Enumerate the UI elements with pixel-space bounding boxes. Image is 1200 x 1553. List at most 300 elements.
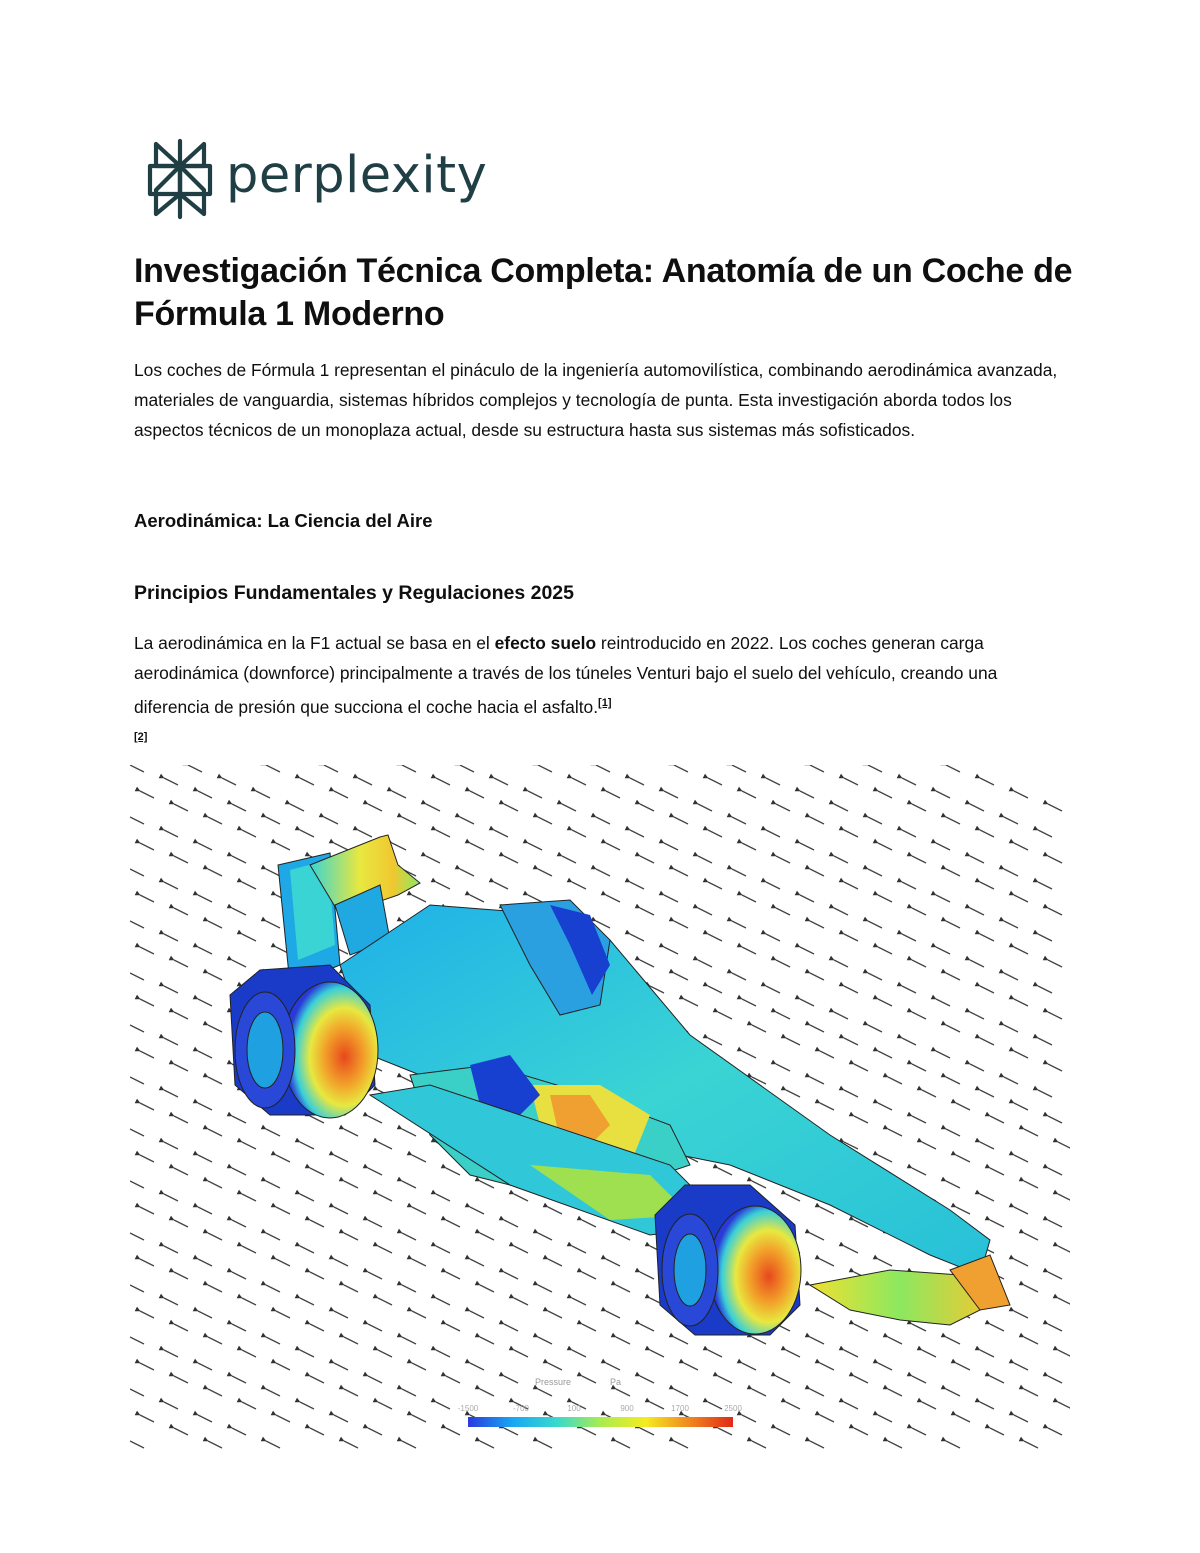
flow-arrow [990,1428,1004,1435]
flow-arrow [1014,1051,1028,1058]
legend-label: Pressure [535,1377,572,1387]
flow-arrow [786,1350,800,1357]
flow-arrow [198,1363,212,1370]
flow-arrow [344,1441,358,1448]
flow-arrow [266,1389,280,1396]
flow-arrow [1038,1090,1052,1097]
flow-arrow [242,1194,256,1201]
flow-arrow [766,986,780,993]
flow-arrow [140,1415,154,1422]
flow-arrow [276,1259,290,1266]
flow-arrow [242,830,256,837]
flow-arrow [878,947,892,954]
flow-arrow [130,765,144,772]
flow-arrow [266,869,280,876]
flow-arrow [140,1103,154,1110]
flow-arrow [164,934,178,941]
flow-arrow [664,791,678,798]
flow-arrow [198,1103,212,1110]
flow-arrow [742,843,756,850]
flow-arrow [412,1155,426,1162]
flow-arrow [664,895,678,902]
flow-arrow [514,1298,528,1305]
flow-arrow [310,1376,324,1383]
flow-arrow [776,1376,790,1383]
flow-arrow [708,830,722,837]
flow-arrow [300,1194,314,1201]
flow-arrow [956,1207,970,1214]
flow-arrow [130,1129,144,1136]
flow-arrow [174,1220,188,1227]
flow-arrow [368,804,382,811]
flow-arrow [990,1376,1004,1383]
flow-arrow [276,1311,290,1318]
flow-arrow [198,1311,212,1318]
flow-arrow [1024,1389,1038,1396]
flow-arrow [752,1181,766,1188]
flow-arrow [980,778,994,785]
flow-arrow [232,1272,246,1279]
flow-arrow [936,1051,950,1058]
flow-arrow [1058,1402,1070,1409]
flow-arrow [358,830,372,837]
flow-arrow [436,778,450,785]
flow-arrow [752,1389,766,1396]
flow-arrow [640,1428,654,1435]
flow-arrow [708,882,722,889]
flow-arrow [1048,1116,1062,1123]
flow-arrow [1024,1441,1038,1448]
flow-arrow [980,830,994,837]
flow-arrow [616,1233,630,1240]
flow-arrow [470,1311,484,1318]
flow-arrow [1004,973,1018,980]
flow-arrow [446,1428,460,1435]
flow-arrow [1024,1337,1038,1344]
flow-arrow [198,947,212,954]
flow-arrow [698,960,712,967]
flow-arrow [494,778,508,785]
flow-arrow [868,1025,882,1032]
flow-arrow [538,1285,552,1292]
flow-arrow [276,1415,290,1422]
flow-arrow [990,1220,1004,1227]
flow-arrow [140,1259,154,1266]
flow-arrow [878,1103,892,1110]
flow-arrow [640,908,654,915]
flow-arrow [378,1142,392,1149]
flow-arrow [582,1376,596,1383]
flow-arrow [810,1389,824,1396]
cfd-pressure-figure [130,765,1070,1455]
flow-arrow [1048,960,1062,967]
flow-arrow [470,895,484,902]
flow-arrow [538,1389,552,1396]
flow-arrow [1024,1181,1038,1188]
flow-arrow [834,856,848,863]
flow-arrow [538,817,552,824]
flow-arrow [198,999,212,1006]
flow-arrow [504,1324,518,1331]
flow-arrow [334,843,348,850]
flow-arrow [776,1428,790,1435]
legend-unit: Pa [610,1377,622,1387]
flow-arrow [470,1259,484,1266]
flow-arrow [980,1038,994,1045]
pressure-legend [458,1377,743,1427]
flow-arrow [470,791,484,798]
flow-arrow [664,947,678,954]
flow-arrow [368,1168,382,1175]
flow-arrow [936,895,950,902]
flow-arrow [276,1363,290,1370]
flow-arrow [732,921,746,928]
flow-arrow [1004,869,1018,876]
flow-arrow [752,1337,766,1344]
flow-arrow [1058,1194,1070,1201]
flow-arrow [242,1298,256,1305]
flow-arrow [708,986,722,993]
flow-arrow [888,1389,902,1396]
flow-arrow [548,1311,562,1318]
flow-arrow [1004,921,1018,928]
flow-arrow [990,1168,1004,1175]
flow-arrow [980,1350,994,1357]
flow-arrow [174,1168,188,1175]
flow-arrow [174,908,188,915]
flow-arrow [232,1428,246,1435]
flow-arrow [810,1441,824,1448]
flow-arrow [242,1350,256,1357]
flow-arrow [936,999,950,1006]
flow-arrow [742,1051,756,1058]
flow-arrow [310,1272,324,1279]
flow-arrow [912,804,926,811]
flow-arrow [698,804,712,811]
flow-arrow [344,1389,358,1396]
flow-arrow [412,1363,426,1370]
flow-arrow [990,1324,1004,1331]
flow-arrow [208,817,222,824]
flow-arrow [446,1324,460,1331]
flow-arrow [810,869,824,876]
flow-arrow [742,947,756,954]
flow-arrow [480,1337,494,1344]
flow-arrow [480,1389,494,1396]
flow-arrow [232,1116,246,1123]
flow-arrow [956,1415,970,1422]
flow-arrow [946,1077,960,1084]
flow-arrow [368,1428,382,1435]
flow-arrow [266,765,280,772]
flow-arrow [718,1428,732,1435]
flow-arrow [140,947,154,954]
flow-arrow [538,1233,552,1240]
flow-arrow [980,1402,994,1409]
flow-arrow [266,1233,280,1240]
flow-arrow [902,986,916,993]
flow-arrow [460,765,474,772]
flow-arrow [378,1194,392,1201]
flow-arrow [596,765,610,772]
flow-arrow [334,791,348,798]
flow-arrow [582,1428,596,1435]
flow-arrow [436,882,450,889]
flow-arrow [198,895,212,902]
flow-arrow [402,1389,416,1396]
flow-arrow [446,1376,460,1383]
flow-arrow [130,817,144,824]
flow-arrow [402,765,416,772]
flow-arrow [956,1363,970,1370]
flow-arrow [766,830,780,837]
flow-arrow [412,1207,426,1214]
flow-arrow [470,1363,484,1370]
flow-arrow [1058,1142,1070,1149]
flow-arrow [392,791,406,798]
flow-arrow [868,817,882,824]
flow-arrow [140,791,154,798]
flow-arrow [504,1220,518,1227]
flow-arrow [208,1181,222,1188]
flow-arrow [198,843,212,850]
flow-arrow [276,843,290,850]
flow-arrow [1014,791,1028,798]
flow-arrow [164,1246,178,1253]
flow-arrow [902,778,916,785]
flow-arrow [242,882,256,889]
flow-arrow [674,1389,688,1396]
flow-arrow [436,1246,450,1253]
flow-arrow [708,1038,722,1045]
flow-arrow [266,921,280,928]
flow-arrow [1038,986,1052,993]
flow-arrow [130,1441,144,1448]
flow-arrow [198,1259,212,1266]
flow-arrow [844,778,858,785]
flow-arrow [868,973,882,980]
flow-arrow [956,1103,970,1110]
flow-arrow [674,869,688,876]
flow-arrow [650,1402,664,1409]
flow-arrow [130,973,144,980]
flow-arrow [810,1337,824,1344]
flow-arrow [980,1194,994,1201]
flow-arrow [630,882,644,889]
flow-arrow [946,1181,960,1188]
flow-arrow [130,921,144,928]
flow-arrow [820,1051,834,1058]
perplexity-logo-icon [146,138,214,220]
flow-arrow [242,934,256,941]
flow-arrow [300,1298,314,1305]
flow-arrow [572,778,586,785]
flow-arrow [844,1090,858,1097]
flow-arrow [854,1428,868,1435]
flow-arrow [140,1363,154,1370]
flow-arrow [460,817,474,824]
flow-arrow [174,1012,188,1019]
flow-arrow [480,1285,494,1292]
flow-arrow [562,856,576,863]
flow-arrow [344,1181,358,1188]
flow-arrow [164,1298,178,1305]
flow-arrow [742,1415,756,1422]
flow-arrow [562,804,576,811]
flow-arrow [436,830,450,837]
flow-arrow [766,934,780,941]
flow-arrow [378,1350,392,1357]
flow-arrow [334,1363,348,1370]
flow-arrow [480,1441,494,1448]
flow-arrow [674,1337,688,1344]
flow-arrow [674,973,688,980]
flow-arrow [412,1259,426,1266]
flow-arrow [402,817,416,824]
flow-arrow [368,1324,382,1331]
citation-link-2[interactable]: [2] [134,730,148,743]
flow-arrow [616,1441,630,1448]
flow-arrow [130,1025,144,1032]
flow-arrow [130,1389,144,1396]
flow-arrow [1014,1155,1028,1162]
flow-arrow [548,1259,562,1266]
flow-arrow [844,1246,858,1253]
flow-arrow [630,778,644,785]
flow-arrow [640,1324,654,1331]
flow-arrow [820,1259,834,1266]
flow-arrow [1048,804,1062,811]
flow-arrow [878,999,892,1006]
flow-arrow [208,1285,222,1292]
flow-arrow [912,908,926,915]
flow-arrow [1024,1285,1038,1292]
flow-arrow [946,1337,960,1344]
flow-arrow [208,921,222,928]
flow-arrow [776,1064,790,1071]
flow-arrow [412,1415,426,1422]
flow-arrow [1048,1272,1062,1279]
flow-arrow [698,856,712,863]
flow-arrow [276,1207,290,1214]
flow-arrow [844,1402,858,1409]
flow-arrow [980,882,994,889]
flow-arrow [606,1363,620,1370]
flow-arrow [232,1324,246,1331]
flow-arrow [266,1441,280,1448]
flow-arrow [946,973,960,980]
flow-arrow [334,1311,348,1318]
flow-arrow [1014,1415,1028,1422]
flow-arrow [266,1181,280,1188]
flow-arrow [266,1285,280,1292]
flow-arrow [446,1272,460,1279]
flow-arrow [606,1311,620,1318]
flow-arrow [582,1324,596,1331]
flow-arrow [1024,1129,1038,1136]
flow-arrow [494,882,508,889]
flow-arrow [936,947,950,954]
flow-arrow [300,778,314,785]
flow-arrow [810,1077,824,1084]
flow-arrow [674,817,688,824]
flow-arrow [344,1285,358,1292]
flow-arrow [980,1090,994,1097]
flow-arrow [912,1428,926,1435]
legend-tick: 900 [620,1404,634,1413]
flow-arrow [732,817,746,824]
flow-arrow [1048,856,1062,863]
flow-arrow [208,1441,222,1448]
flow-arrow [970,1012,984,1019]
flow-arrow [130,1077,144,1084]
flow-arrow [820,1207,834,1214]
flow-arrow [208,869,222,876]
flow-arrow [378,1402,392,1409]
flow-arrow [854,1064,868,1071]
flow-arrow [946,869,960,876]
flow-arrow [140,1207,154,1214]
flow-arrow [820,1311,834,1318]
flow-arrow [572,830,586,837]
flow-arrow [290,804,304,811]
flow-arrow [674,921,688,928]
flow-arrow [208,1129,222,1136]
aero-bold-term: efecto suelo [494,633,597,653]
flow-arrow [606,843,620,850]
flow-arrow [528,895,542,902]
flow-arrow [1014,999,1028,1006]
flow-arrow [980,986,994,993]
flow-arrow [538,1441,552,1448]
flow-arrow [776,908,790,915]
flow-arrow [1048,908,1062,915]
flow-arrow [946,1389,960,1396]
flow-arrow [1014,1363,1028,1370]
flow-arrow [786,1402,800,1409]
flow-arrow [820,1363,834,1370]
flow-arrow [912,1116,926,1123]
flow-arrow [970,1064,984,1071]
flow-arrow [378,1298,392,1305]
citation-link-1[interactable]: [1] [598,697,612,709]
flow-arrow [140,1311,154,1318]
flow-arrow [402,1233,416,1240]
flow-arrow [922,1402,936,1409]
flow-arrow [368,1272,382,1279]
flow-arrow [810,1233,824,1240]
flow-arrow [596,817,610,824]
flow-arrow [606,791,620,798]
flow-arrow [834,1012,848,1019]
flow-arrow [888,1077,902,1084]
flow-arrow [242,1246,256,1253]
flow-arrow [426,804,440,811]
flow-arrow [324,765,338,772]
flow-arrow [446,1220,460,1227]
brand-name: perplexity [226,145,488,205]
flow-arrow [946,1129,960,1136]
flow-arrow [198,1415,212,1422]
flow-arrow [344,1233,358,1240]
flow-arrow [174,1064,188,1071]
flow-arrow [800,999,814,1006]
flow-arrow [1038,1038,1052,1045]
flow-arrow [674,765,688,772]
flow-arrow [276,1155,290,1162]
flow-arrow [786,1194,800,1201]
flow-arrow [174,804,188,811]
